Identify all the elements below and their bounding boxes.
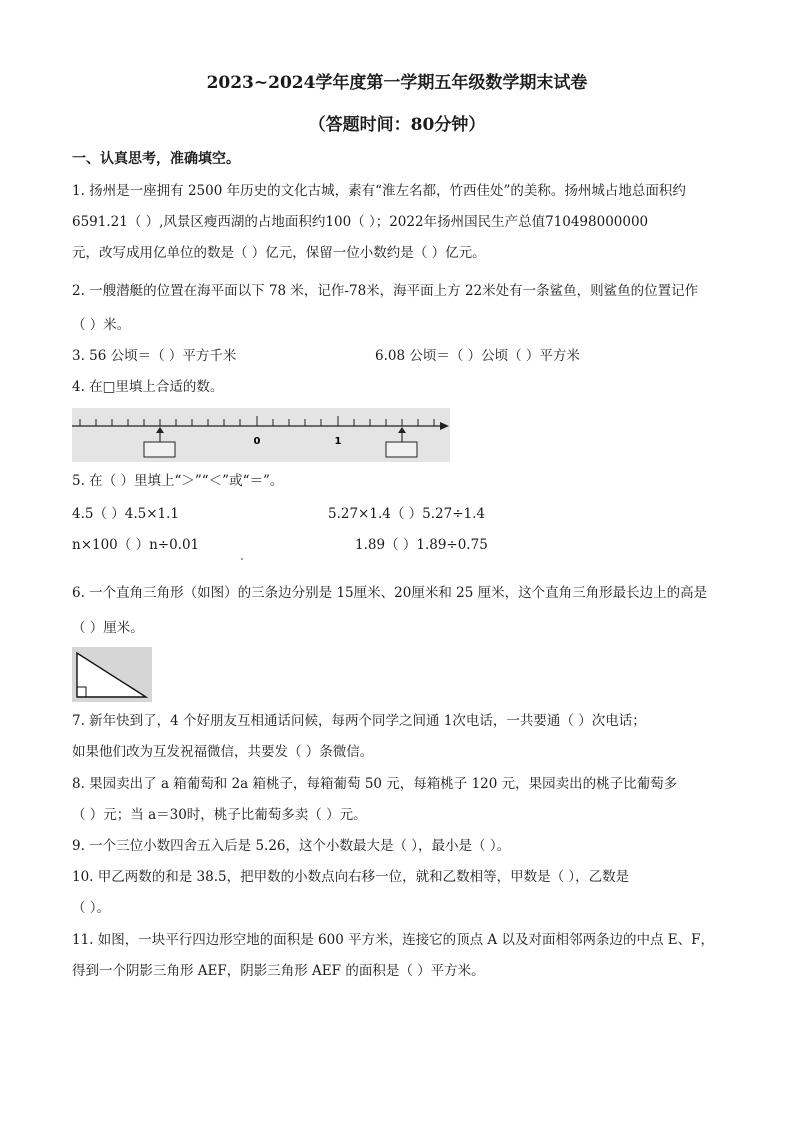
q6-line1: 6. 一个直角三角形（如图）的三条边分别是 15厘米、20厘米和 25 厘米，这个直角三角形最长边上的高是 bbox=[72, 585, 708, 601]
q6-line2: （ ）厘米。 bbox=[72, 620, 144, 636]
q8-line1: 8. 果园卖出了 a 箱葡萄和 2a 箱桃子，每箱葡萄 50 元，每箱桃子 120 元，果园卖出的桃子比葡萄多 bbox=[72, 776, 678, 792]
right-triangle-figure bbox=[72, 647, 152, 702]
q8-line2: （ ）元；当 a＝30时，桃子比葡萄多卖（ ）元。 bbox=[72, 807, 367, 823]
arrow-up-icon bbox=[156, 427, 164, 433]
number-line-figure bbox=[72, 408, 450, 462]
q7-line2: 如果他们改为互发祝福微信，共要发（ ）条微信。 bbox=[72, 744, 374, 760]
arrow-right-icon bbox=[440, 422, 449, 430]
q3-part-a: 3. 56 公顷＝（ ）平方千米 bbox=[72, 348, 237, 364]
triangle-shape bbox=[77, 653, 146, 697]
page-subtitle: （答题时间：80分钟） bbox=[308, 115, 486, 135]
q7-line1: 7. 新年快到了，4 个好朋友互相通话问候，每两个同学之间通 1次电话，一共要通（ ）次电话； bbox=[72, 713, 646, 729]
q1-line2: 6591.21（ ）,风景区瘦西湖的占地面积约100（ ）；2022年扬州国民生产总值710498000000 bbox=[72, 214, 649, 230]
q5-compare-a: 4.5（ ）4.5×1.1 bbox=[72, 506, 180, 522]
q5-line1: 5. 在（ ）里填上“＞”“＜”或“＝”。 bbox=[72, 473, 284, 489]
q2-line2: （ ）米。 bbox=[72, 317, 131, 333]
answer-box-left bbox=[144, 442, 175, 457]
q10-line1: 10. 甲乙两数的和是 38.5，把甲数的小数点向右移一位，就和乙数相等，甲数是（ ），乙数是 bbox=[72, 869, 630, 885]
q1-line1: 1. 扬州是一座拥有 2500 年历史的文化古城，素有“淮左名都，竹西佳处”的美称。扬州城占地总面积约 bbox=[72, 183, 686, 199]
q2-line1: 2. 一艘潜艇的位置在海平面以下 78 米，记作-78米，海平面上方 22米处有一条鲨鱼，则鲨鱼的位置记作 bbox=[72, 283, 699, 299]
q5-compare-b: 5.27×1.4（ ）5.27÷1.4 bbox=[328, 506, 485, 522]
number-line-svg bbox=[72, 408, 450, 462]
right-triangle-svg bbox=[72, 647, 152, 702]
page-title: 2023~2024学年度第一学期五年级数学期末试卷 bbox=[206, 73, 588, 93]
q11-line1: 11. 如图，一块平行四边形空地的面积是 600 平方米，连接它的顶点 A 以及对面相邻两条边的中点 E、F， bbox=[72, 932, 714, 948]
q1-line3: 元，改写成用亿单位的数是（ ）亿元，保留一位小数约是（ ）亿元。 bbox=[72, 245, 486, 261]
q10-line2: （ ）。 bbox=[72, 900, 111, 916]
q3-part-b: 6.08 公顷＝（ ）公顷（ ）平方米 bbox=[375, 348, 580, 364]
label-one: 1 bbox=[334, 436, 342, 447]
q5-compare-c: n×100（ ）n÷0.01 bbox=[72, 537, 200, 553]
q9-line1: 9. 一个三位小数四舍五入后是 5.26，这个小数最大是（ ），最小是（ ）。 bbox=[72, 838, 511, 854]
section-heading: 一、认真思考，准确填空。 bbox=[72, 151, 240, 167]
arrow-up-icon bbox=[398, 427, 406, 433]
q11-line2: 得到一个阴影三角形 AEF，阴影三角形 AEF 的面积是（ ）平方米。 bbox=[72, 963, 485, 979]
q5-compare-d: 1.89（ ）1.89÷0.75 bbox=[355, 537, 488, 553]
q4-line1: 4. 在□里填上合适的数。 bbox=[72, 379, 224, 395]
label-zero: 0 bbox=[253, 436, 261, 447]
answer-box-right bbox=[386, 442, 417, 457]
scan-dot bbox=[241, 558, 243, 560]
